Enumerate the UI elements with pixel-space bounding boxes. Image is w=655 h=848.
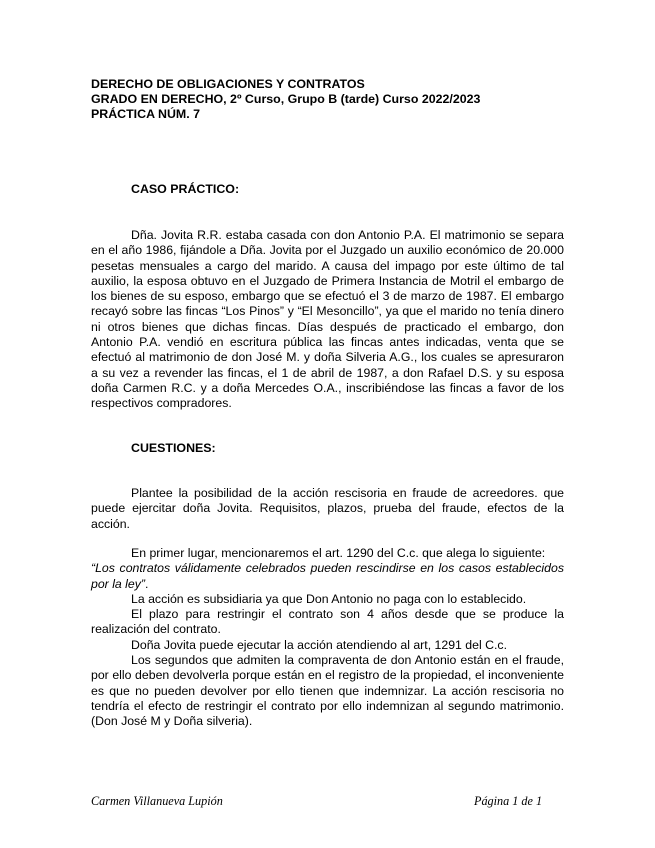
questions-heading: CUESTIONES: <box>131 441 216 455</box>
answer-quote-end: . <box>145 576 149 591</box>
answer-block <box>91 546 564 730</box>
answer-paragraph: El plazo para restringir el contrato son 4 años desde que se produce la realización del contrato. <box>91 607 564 637</box>
case-text: Dña. Jovita R.R. estaba casada con don Antonio P.A. El matrimonio se separa en el año 1986, fijándole a Dña. Jovita por el Juzgado un auxilio económico de 20.000 pesetas mensuales a cargo del marido. A causa del impago por este último de tal auxilio, la esposa obtuvo en el Juzgado de Primera Instancia de Motril el embargo de los bienes de su esposo, embargo que se efectuó el 3 de marzo de 1987. El embargo recayó sobre las fincas “Los Pinos” y “El Mesoncillo”, ya que el marido no tenía dinero ni otros bienes que dichas fincas. Días después de practicado el embargo, don Antonio P.A. vendió en escritura pública las fincas antes indicadas, venta que se efectuó al matrimonio de don José M. y doña Silveria A.G., los cuales se apresuraron a su vez a revender las fincas, el 1 de abril de 1987, a don Rafael D.S. y su esposa doña Carmen R.C. y a doña Mercedes O.A., inscribiéndose las fincas a favor de los respectivos compradores. <box>91 228 564 411</box>
answer-paragraph: Doña Jovita puede ejecutar la acción atendiendo al art, 1291 del C.c. <box>131 637 507 652</box>
question-text: Plantee la posibilidad de la acción rescisoria en fraude de acreedores. que puede ejercitar doña Jovita. Requisitos, plazos, prueba del fraude, efectos de la acción. <box>91 486 564 531</box>
footer-page-number: Página 1 de 1 <box>474 794 543 808</box>
answer-paragraph: Los segundos que admiten la compraventa de don Antonio están en el fraude, por ello deben devolverla porque están en el registro de la propiedad, el inconveniente es que no pueden devolver por ello tienen que indemnizar. La acción rescisoria no tendría el efecto de restringir el contrato por ello indemnizan al segundo matrimonio. (Don José M y Doña silveria). <box>91 653 564 729</box>
answer-quote-line <box>91 561 564 592</box>
practice-number: PRÁCTICA NÚM. 7 <box>91 107 200 121</box>
footer-author: Carmen Villanueva Lupión <box>91 794 223 808</box>
course-details: GRADO EN DERECHO, 2º Curso, Grupo B (tarde) Curso 2022/2023 <box>91 92 481 106</box>
answer-intro: En primer lugar, mencionaremos el art. 1290 del C.c. que alega lo siguiente: <box>131 546 546 560</box>
answer-paragraph: La acción es subsidiaria ya que Don Antonio no paga con lo establecido. <box>131 591 527 606</box>
case-heading: CASO PRÁCTICO: <box>131 182 240 196</box>
answer-quote: “Los contratos válidamente celebrados pueden rescindirse en los casos establecidos por la ley” <box>91 561 564 591</box>
document-header <box>91 77 571 122</box>
course-title: DERECHO DE OBLIGACIONES Y CONTRATOS <box>91 77 365 91</box>
